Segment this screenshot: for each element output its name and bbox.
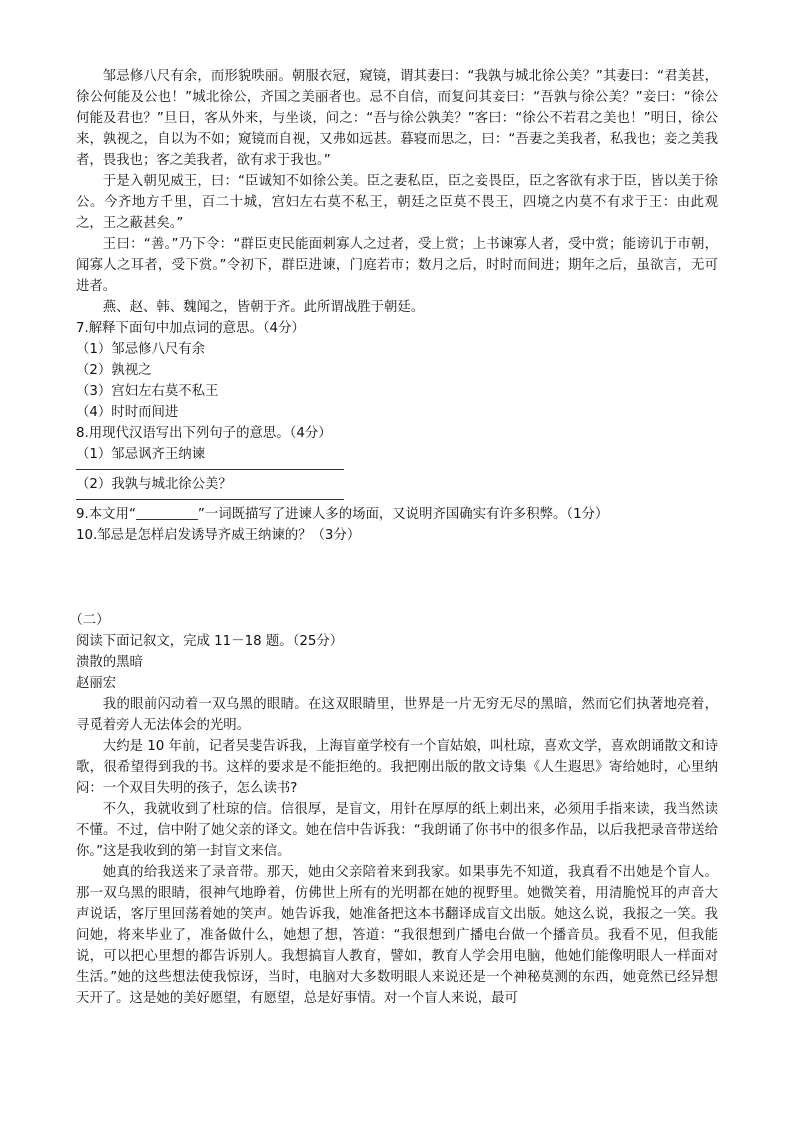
question-7: 7.解释下面句中加点词的意思。（4分） [76, 321, 305, 336]
passage1-paragraph-2: 于是入朝见威王，曰：“臣诚知不如徐公美。臣之妻私臣，臣之妾畏臣，臣之客欲有求于臣，皆以美于徐公。今齐地方千里，百二十城，宫妇左右莫不私王，朝廷之臣莫不畏王，四境之内莫不有求于王：由此观之，王之蔽甚矣。” [76, 174, 718, 231]
question-9-text-after: ”一词既描写了进谏人多的场面，又说明齐国确实有许多积弊。（1分） [197, 507, 609, 522]
answer-line [76, 495, 344, 500]
article-paragraph-2: 大约是 10 年前，记者吴斐告诉我，上海盲童学校有一个盲姑娘，叫杜琼，喜欢文学，喜欢朗诵散文和诗歌，很希望得到我的书。这样的要求是不能拒绝的。我把刚出版的散文诗集《人生遐思》寄给她时，心里纳闷：一个双目失明的孩子，怎么读书? [76, 739, 718, 796]
article-paragraph-3: 不久，我就收到了杜琼的信。信很厚，是盲文，用针在厚厚的纸上刺出来，必须用手指来读，我当然读不懂。不过，信中附了她父亲的译文。她在信中告诉我：“我朗诵了你书中的很多作品，以后我把录音带送给你。”这是我收到的第一封盲文来信。 [76, 802, 718, 859]
section-2-label: （二） [69, 613, 110, 628]
article-paragraph-1: 我的眼前闪动着一双乌黑的眼睛。在这双眼睛里，世界是一片无穷无尽的黑暗，然而它们执著地亮着，寻觅着旁人无法体会的光明。 [76, 697, 718, 733]
question-8: 8.用现代汉语写出下列句子的意思。（4分） [76, 426, 332, 441]
fill-in-blank [136, 505, 198, 520]
question-7-item-2: （2）孰视之 [76, 363, 152, 378]
question-7-item-3: （3）宫妇左右莫不私王 [76, 384, 219, 399]
question-9 [76, 504, 718, 525]
answer-line [76, 465, 344, 470]
passage1-paragraph-3: 王曰：“善。”乃下令：“群臣吏民能面刺寡人之过者，受上赏；上书谏寡人者，受中赏；能谤讥于市朝，闻寡人之耳者，受下赏。”令初下，群臣进谏，门庭若市；数月之后，时时而间进；期年之后，虽欲言，无可进者。 [76, 237, 718, 294]
passage1-paragraph-4: 燕、赵、韩、魏闻之，皆朝于齐。此所谓战胜于朝廷。 [102, 300, 425, 315]
question-10: 10.邹忌是怎样启发诱导齐威王纳谏的？（3分） [76, 528, 361, 543]
article-title: 溃散的黑暗 [76, 655, 143, 670]
passage1-paragraph-1: 邹忌修八尺有余，而形貌昳丽。朝服衣冠，窥镜，谓其妻曰：“我孰与城北徐公美？”其妻曰：“君美甚，徐公何能及公也！”城北徐公，齐国之美丽者也。忌不自信，而复问其妾曰：“吾孰与徐公美？”妾曰：“徐公何能及君也？”旦日，客从外来，与坐谈，问之：“吾与徐公孰美？”客曰：“徐公不若君之美也！”明日，徐公来，孰视之，自以为不如；窥镜而自视，又弗如远甚。暮寝而思之，曰：“吾妻之美我者，私我也；妾之美我者，畏我也；客之美我者，欲有求于我也。” [76, 69, 718, 168]
document-page [69, 66, 718, 1009]
question-7-item-4: （4）时时而间进 [76, 405, 179, 420]
section-2-instruction: 阅读下面记叙文，完成 11－18 题。（25分） [76, 634, 344, 649]
question-8-item-2: （2）我孰与城北徐公美？ [76, 477, 232, 492]
question-8-item-1: （1）邹忌讽齐王纳谏 [76, 447, 206, 462]
question-9-text-before: 9.本文用“ [76, 507, 136, 522]
question-7-item-1: （1）邹忌修八尺有余 [76, 342, 206, 357]
article-paragraph-4: 她真的给我送来了录音带。那天，她由父亲陪着来到我家。如果事先不知道，我真看不出她是个盲人。那一双乌黑的眼睛，很神气地睁着，仿佛世上所有的光明都在她的视野里。她微笑着，用清脆悦耳的声音大声说话，客厅里回荡着她的笑声。她告诉我，她准备把这本书翻译成盲文出版。她这么说，我报之一笑。我问她，将来毕业了，准备做什么，她想了想，答道：“我很想到广播电台做一个播音员。我看不见，但我能说，可以把心里想的都告诉别人。我想搞盲人教育，譬如，教育人学会用电脑，他她们能像明眼人一样面对生活。”她的这些想法使我惊讶，当时，电脑对大多数明眼人来说还是一个神秘莫测的东西，她竟然已经异想天开了。这是她的美好愿望，有愿望，总是好事情。对一个盲人来说，最可 [76, 865, 718, 1006]
article-author: 赵丽宏 [76, 676, 117, 691]
